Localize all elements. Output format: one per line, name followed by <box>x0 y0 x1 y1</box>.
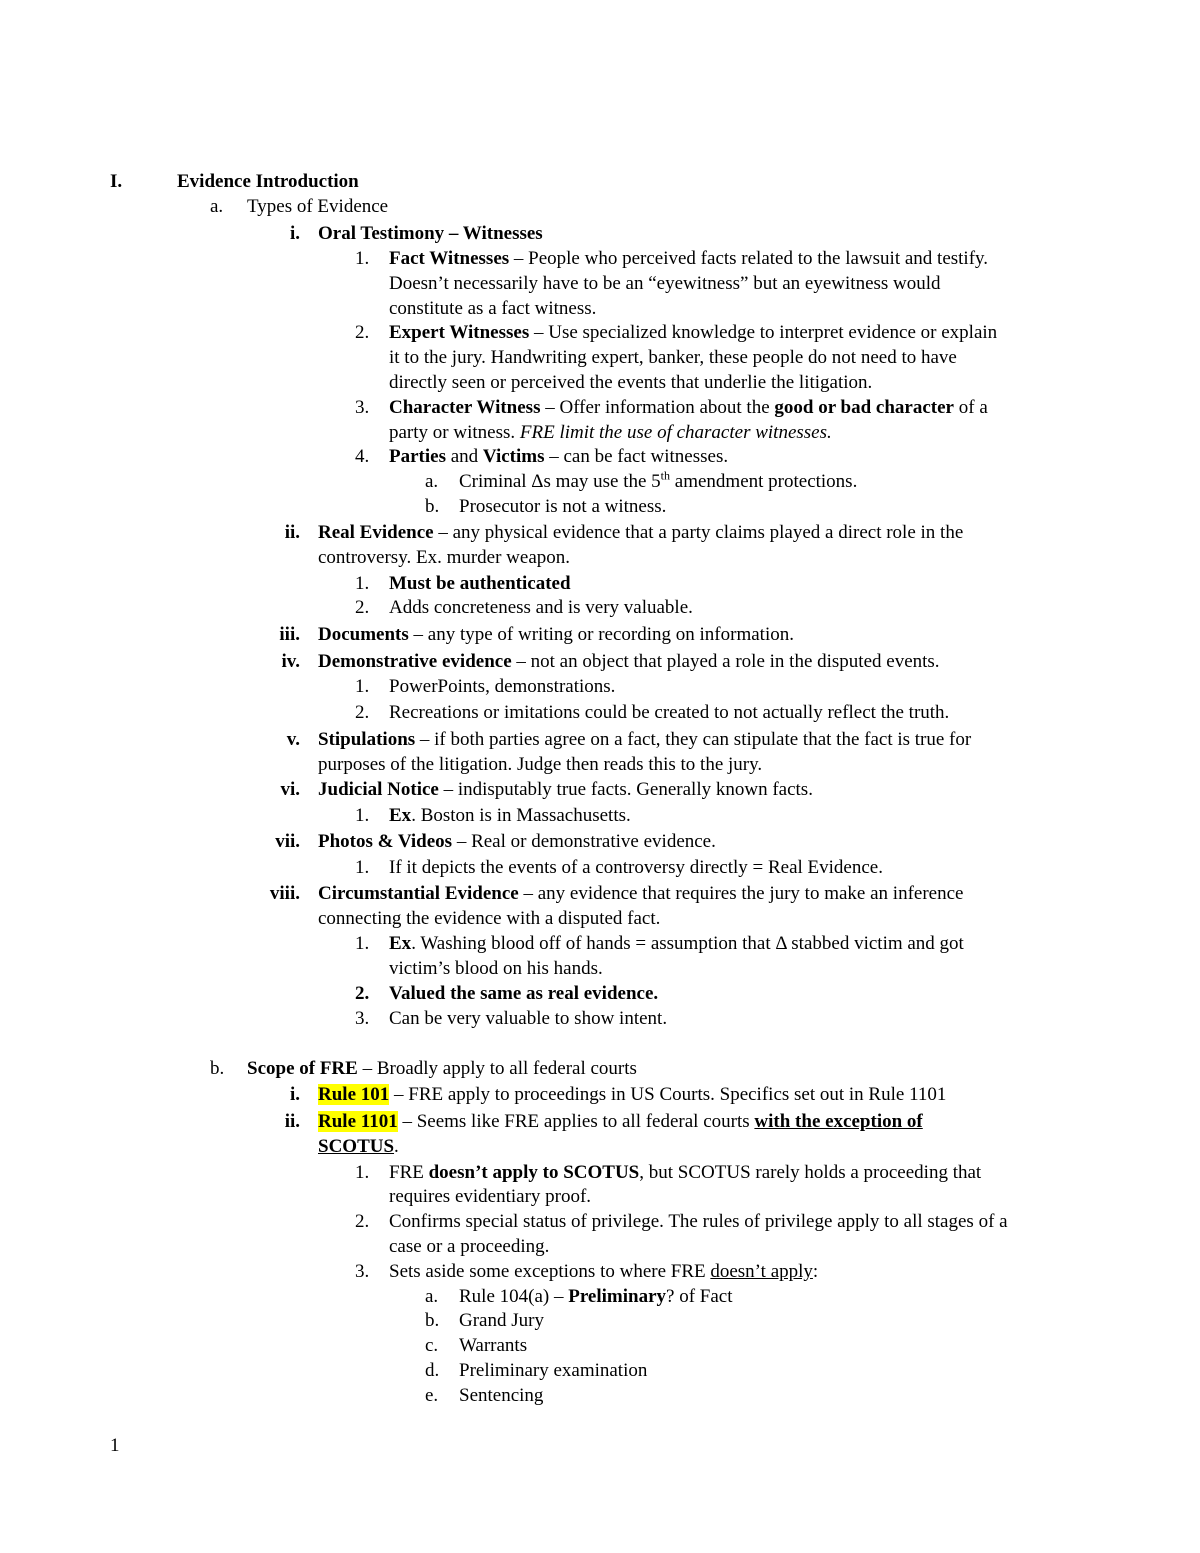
sub-list-item: Warrants <box>459 1335 528 1356</box>
page-number: 1 <box>110 1435 120 1456</box>
list-item: Ex. Washing blood off of hands = assumption that Δ stabbed victim and got <box>389 933 964 954</box>
list-item-continuation: party or witness. FRE limit the use of character witnesses. <box>389 422 832 443</box>
topic-continuation: connecting the evidence with a disputed fact. <box>318 908 661 929</box>
list-item-continuation: it to the jury. Handwriting expert, banker, these people do not need to have <box>389 347 957 368</box>
list-marker: 1. <box>355 805 370 826</box>
sub-list-marker: e. <box>425 1385 439 1406</box>
roman-marker: v. <box>286 729 300 750</box>
sub-list-marker: a. <box>425 1286 439 1307</box>
list-item: FRE doesn’t apply to SCOTUS, but SCOTUS rarely holds a proceeding that <box>389 1162 982 1183</box>
list-item: Recreations or imitations could be created to not actually reflect the truth. <box>389 702 950 723</box>
subsection-title: Scope of FRE – Broadly apply to all federal courts <box>247 1058 637 1079</box>
topic-continuation: SCOTUS. <box>318 1136 399 1157</box>
sub-list-item: Rule 104(a) – Preliminary? of Fact <box>459 1286 733 1307</box>
section-title: Evidence Introduction <box>177 171 359 192</box>
list-item: Sets aside some exceptions to where FRE doesn’t apply: <box>389 1261 819 1282</box>
highlighted-rule: Rule 1101 <box>318 1111 398 1132</box>
topic-heading: Photos & Videos – Real or demonstrative evidence. <box>318 831 716 852</box>
topic-continuation: controversy. Ex. murder weapon. <box>318 547 571 568</box>
subsection-marker: a. <box>210 196 224 217</box>
topic-heading: Real Evidence – any physical evidence that a party claims played a direct role in the <box>318 522 964 543</box>
topic-heading: Oral Testimony – Witnesses <box>318 223 543 244</box>
subsection-title: Types of Evidence <box>247 196 389 217</box>
list-marker: 3. <box>355 1008 370 1029</box>
list-marker: 1. <box>355 676 370 697</box>
roman-marker: iv. <box>281 651 300 672</box>
sub-list-marker: c. <box>425 1335 439 1356</box>
sub-list-marker: b. <box>425 1310 440 1331</box>
list-marker: 1. <box>355 248 370 269</box>
list-item: Must be authenticated <box>389 573 571 594</box>
list-item: Expert Witnesses – Use specialized knowledge to interpret evidence or explain <box>389 322 998 343</box>
topic-heading: Stipulations – if both parties agree on a fact, they can stipulate that the fact is true for <box>318 729 972 750</box>
roman-marker: ii. <box>284 1111 300 1132</box>
list-item: Valued the same as real evidence. <box>389 983 659 1004</box>
list-marker: 1. <box>355 1162 370 1183</box>
sub-list-item: Grand Jury <box>459 1310 544 1331</box>
topic-heading: Rule 101 – FRE apply to proceedings in US Courts. Specifics set out in Rule 1101 <box>318 1084 947 1105</box>
list-marker: 1. <box>355 573 370 594</box>
sub-list-item: Prosecutor is not a witness. <box>459 496 667 517</box>
roman-marker: i. <box>289 223 300 244</box>
list-item: Character Witness – Offer information about the good or bad character of a <box>389 397 988 418</box>
list-item-continuation: requires evidentiary proof. <box>389 1186 592 1207</box>
sub-list-marker: b. <box>425 496 440 517</box>
topic-continuation: purposes of the litigation. Judge then reads this to the jury. <box>318 754 763 775</box>
sub-list-item: Criminal Δs may use the 5th amendment protections. <box>459 468 858 492</box>
sub-list-marker: d. <box>425 1360 440 1381</box>
topic-heading: Judicial Notice – indisputably true facts. Generally known facts. <box>318 779 813 800</box>
roman-marker: vii. <box>275 831 300 852</box>
subsection-marker: b. <box>210 1058 225 1079</box>
roman-marker: i. <box>289 1084 300 1105</box>
roman-marker: viii. <box>269 883 300 904</box>
list-marker: 2. <box>355 702 370 723</box>
roman-marker: iii. <box>279 624 300 645</box>
list-marker: 1. <box>355 933 370 954</box>
list-item-continuation: Doesn’t necessarily have to be an “eyewitness” but an eyewitness would <box>389 273 941 294</box>
list-item: If it depicts the events of a controversy directly = Real Evidence. <box>389 857 883 878</box>
list-marker: 3. <box>355 1261 370 1282</box>
section-marker: I. <box>110 171 123 192</box>
roman-marker: ii. <box>284 522 300 543</box>
list-item-continuation: victim’s blood on his hands. <box>389 958 603 979</box>
list-item: Adds concreteness and is very valuable. <box>389 597 693 618</box>
list-item: Ex. Boston is in Massachusetts. <box>389 805 631 826</box>
list-item: Confirms special status of privilege. The rules of privilege apply to all stages of a <box>389 1211 1008 1232</box>
list-marker: 2. <box>355 322 370 343</box>
list-item-continuation: constitute as a fact witness. <box>389 298 597 319</box>
list-item-continuation: case or a proceeding. <box>389 1236 550 1257</box>
list-marker: 2. <box>355 1211 370 1232</box>
list-marker: 2. <box>355 983 370 1004</box>
topic-heading: Rule 1101 – Seems like FRE applies to all federal courts with the exception of <box>318 1111 923 1132</box>
sub-list-item: Preliminary examination <box>459 1360 648 1381</box>
sub-list-marker: a. <box>425 471 439 492</box>
list-marker: 2. <box>355 597 370 618</box>
sub-list-item: Sentencing <box>459 1385 544 1406</box>
topic-heading: Documents – any type of writing or recording on information. <box>318 624 794 645</box>
list-marker: 1. <box>355 857 370 878</box>
topic-heading: Demonstrative evidence – not an object that played a role in the disputed events. <box>318 651 940 672</box>
list-item: PowerPoints, demonstrations. <box>389 676 616 697</box>
list-item-continuation: directly seen or perceived the events that underlie the litigation. <box>389 372 873 393</box>
list-marker: 3. <box>355 397 370 418</box>
roman-marker: vi. <box>280 779 300 800</box>
list-item: Can be very valuable to show intent. <box>389 1008 668 1029</box>
highlighted-rule: Rule 101 <box>318 1084 390 1105</box>
topic-heading: Circumstantial Evidence – any evidence that requires the jury to make an inference <box>318 883 964 904</box>
list-item: Fact Witnesses – People who perceived facts related to the lawsuit and testify. <box>389 248 989 269</box>
list-marker: 4. <box>355 446 370 467</box>
list-item: Parties and Victims – can be fact witnesses. <box>389 446 729 467</box>
